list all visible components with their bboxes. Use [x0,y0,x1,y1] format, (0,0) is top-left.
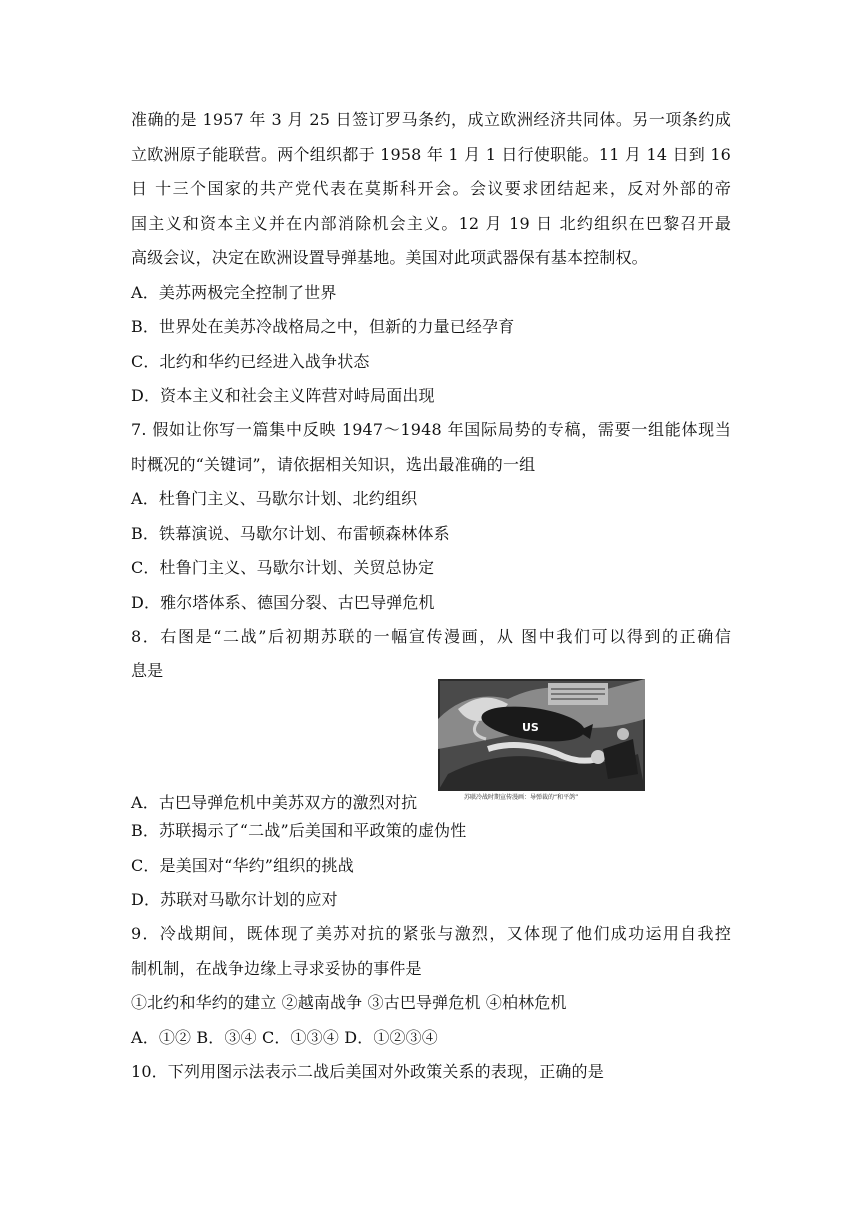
q6-text-line-2: 立欧洲原子能联营。两个组织都于 1958 年 1 月 1 日行使职能。11 月 14 日到 16 [131,145,731,164]
q6-option-b: B．世界处在美苏冷战格局之中，但新的力量已经孕育 [131,317,515,336]
cartoon-drawing [438,679,645,800]
q6-option-d: D．资本主义和社会主义阵营对峙局面出现 [131,386,435,405]
q8-stem-line-1: 8．右图是“二战”后初期苏联的一幅宣传漫画，从 图中我们可以得到的正确信 [131,627,731,646]
q7-option-b: B．铁幕演说、马歇尔计划、布雷顿森林体系 [131,524,450,543]
q7-option-d: D．雅尔塔体系、德国分裂、古巴导弹危机 [131,593,435,612]
q9-stem-line-1: 9．冷战期间，既体现了美苏对抗的紧张与激烈，又体现了他们成功运用自我控 [131,924,731,943]
q8-option-b: B．苏联揭示了“二战”后美国和平政策的虚伪性 [131,821,467,840]
missile-label: US [522,721,539,734]
cartoon-caption: 苏联冷战时期宣传漫画：导弹裁的“和平鸽” [464,794,579,801]
propaganda-cartoon-image [438,679,645,800]
q8-option-d: D．苏联对马歇尔计划的应对 [131,890,338,909]
q6-text-line-3: 日 十三个国家的共产党代表在莫斯科开会。会议要求团结起来，反对外部的帝 [131,179,731,198]
q9-options: A．①② B．③④ C．①③④ D．①②③④ [131,1028,438,1047]
q6-text-line-5: 高级会议，决定在欧洲设置导弹基地。美国对此项武器保有基本控制权。 [131,248,648,267]
q9-items: ①北约和华约的建立 ②越南战争 ③古巴导弹危机 ④柏林危机 [131,993,567,1012]
q8-option-a: A．古巴导弹危机中美苏双方的激烈对抗 [131,793,418,812]
q10-stem: 10．下列用图示法表示二战后美国对外政策关系的表现，正确的是 [131,1062,604,1081]
q8-option-c: C．是美国对“华约”组织的挑战 [131,856,354,875]
q6-option-a: A．美苏两极完全控制了世界 [131,283,337,302]
q8-stem-line-2: 息是 [131,661,164,680]
q9-stem-line-2: 制机制，在战争边缘上寻求妥协的事件是 [131,959,422,978]
q6-option-c: C．北约和华约已经进入战争状态 [131,352,370,371]
q7-stem-line-1: 7. 假如让你写一篇集中反映 1947～1948 年国际局势的专稿，需要一组能体现当 [131,420,731,439]
q7-option-c: C．杜鲁门主义、马歇尔计划、关贸总协定 [131,558,435,577]
q6-text-line-1: 准确的是 1957 年 3 月 25 日签订罗马条约，成立欧洲经济共同体。另一项条约成 [131,110,731,129]
q6-text-line-4: 国主义和资本主义并在内部消除机会主义。12 月 19 日 北约组织在巴黎召开最 [131,214,731,233]
q7-stem-line-2: 时概况的“关键词”，请依据相关知识，选出最准确的一组 [131,455,536,474]
q7-option-a: A．杜鲁门主义、马歇尔计划、北约组织 [131,489,418,508]
